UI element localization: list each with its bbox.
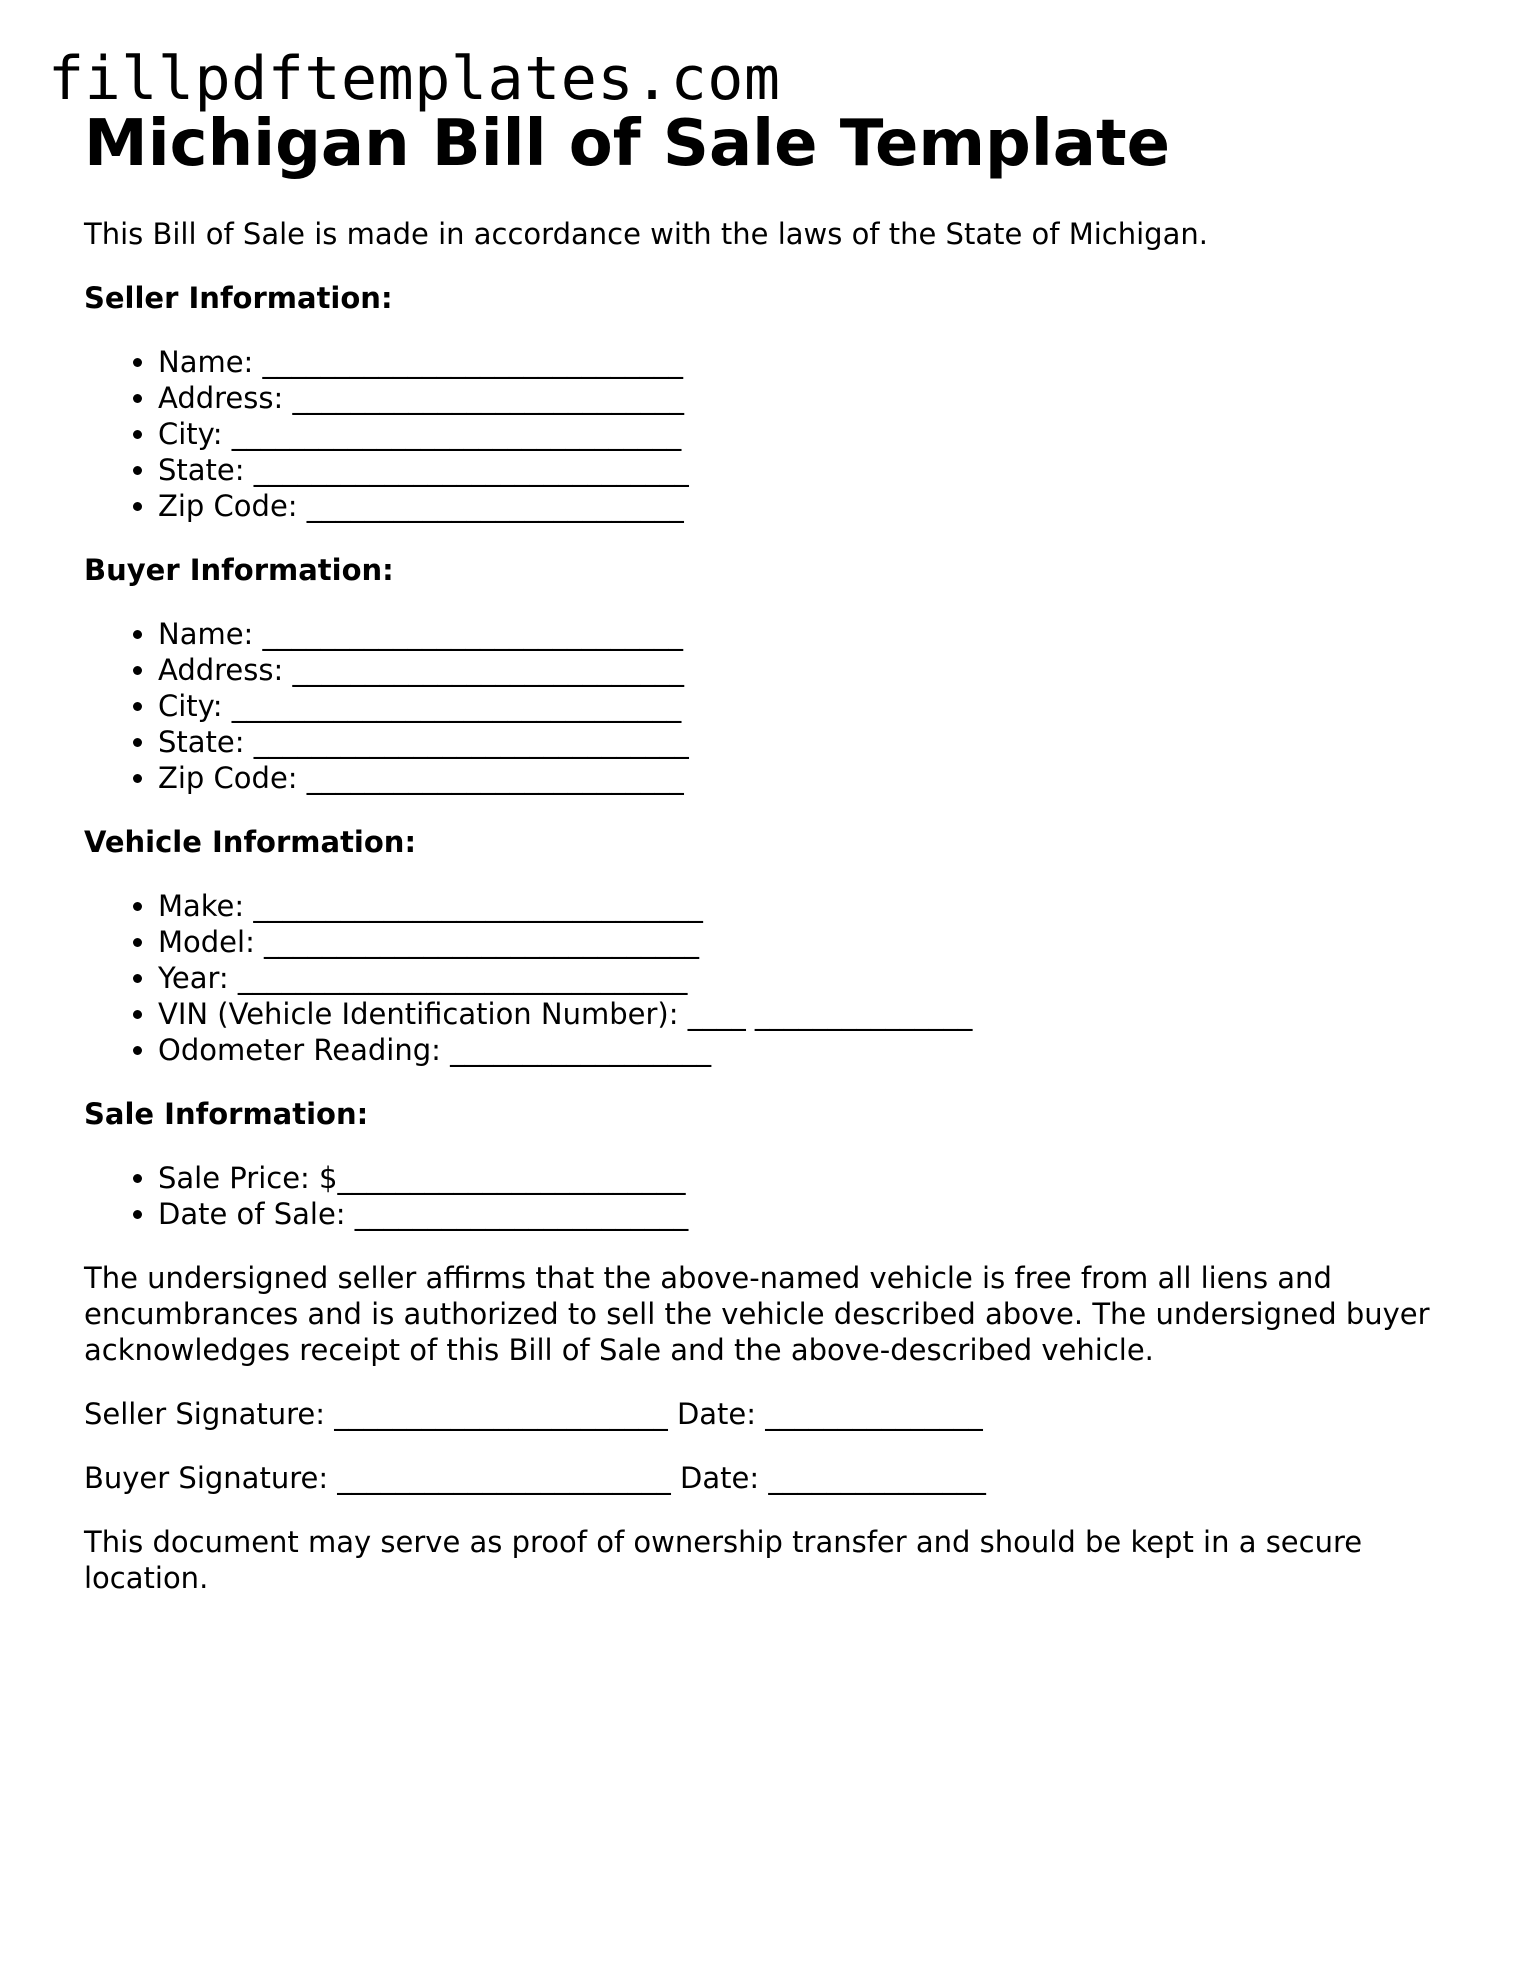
buyer-state-field: • State: ______________________________ xyxy=(158,724,1444,760)
seller-name-field: • Name: _____________________________ xyxy=(158,344,1444,380)
buyer-city-field: • City: _______________________________ xyxy=(158,688,1444,724)
sale-field-list xyxy=(84,1160,1444,1232)
bill-of-sale-document xyxy=(84,104,1444,1596)
buyer-field-list xyxy=(84,616,1444,796)
seller-state-field: • State: ______________________________ xyxy=(158,452,1444,488)
buyer-heading: Buyer Information: xyxy=(84,553,394,587)
vehicle-odometer-field: • Odometer Reading: __________________ xyxy=(158,1032,1444,1068)
vehicle-field-list xyxy=(84,888,1444,1068)
seller-field-list xyxy=(84,344,1444,524)
intro-text: This Bill of Sale is made in accordance with the laws of the State of Michigan. xyxy=(84,217,1208,251)
sale-date-field: • Date of Sale: _______________________ xyxy=(158,1196,1444,1232)
vehicle-year-field: • Year: _______________________________ xyxy=(158,960,1444,996)
buyer-name-field: • Name: _____________________________ xyxy=(158,616,1444,652)
sale-price-field: • Sale Price: $________________________ xyxy=(158,1160,1444,1196)
vehicle-model-field: • Model: ______________________________ xyxy=(158,924,1444,960)
buyer-address-field: • Address: ___________________________ xyxy=(158,652,1444,688)
sale-heading: Sale Information: xyxy=(84,1097,369,1131)
vehicle-make-field: • Make: _______________________________ xyxy=(158,888,1444,924)
seller-zip-field: • Zip Code: __________________________ xyxy=(158,488,1444,524)
closing-text: This document may serve as proof of ownership transfer and should be kept in a secure location. xyxy=(84,1525,1363,1595)
seller-signature-line: Seller Signature: _______________________ Date: _______________ xyxy=(84,1397,983,1431)
buyer-signature-line: Buyer Signature: _______________________ Date: _______________ xyxy=(84,1461,986,1495)
seller-address-field: • Address: ___________________________ xyxy=(158,380,1444,416)
vehicle-vin-field: • VIN (Vehicle Identification Number): ____ _______________ xyxy=(158,996,1444,1032)
seller-city-field: • City: _______________________________ xyxy=(158,416,1444,452)
page-title: Michigan Bill of Sale Template xyxy=(84,107,1170,181)
buyer-zip-field: • Zip Code: __________________________ xyxy=(158,760,1444,796)
watermark-text: fillpdftemplates.com xyxy=(48,44,781,114)
affirmation-text: The undersigned seller affirms that the above-named vehicle is free from all liens and encumbrances and is authorized to sell the vehicle described above. The undersigned buyer acknowledges receipt of this Bill of Sale and the above-described vehicle. xyxy=(84,1261,1430,1367)
vehicle-heading: Vehicle Information: xyxy=(84,825,417,859)
seller-heading: Seller Information: xyxy=(84,281,393,315)
